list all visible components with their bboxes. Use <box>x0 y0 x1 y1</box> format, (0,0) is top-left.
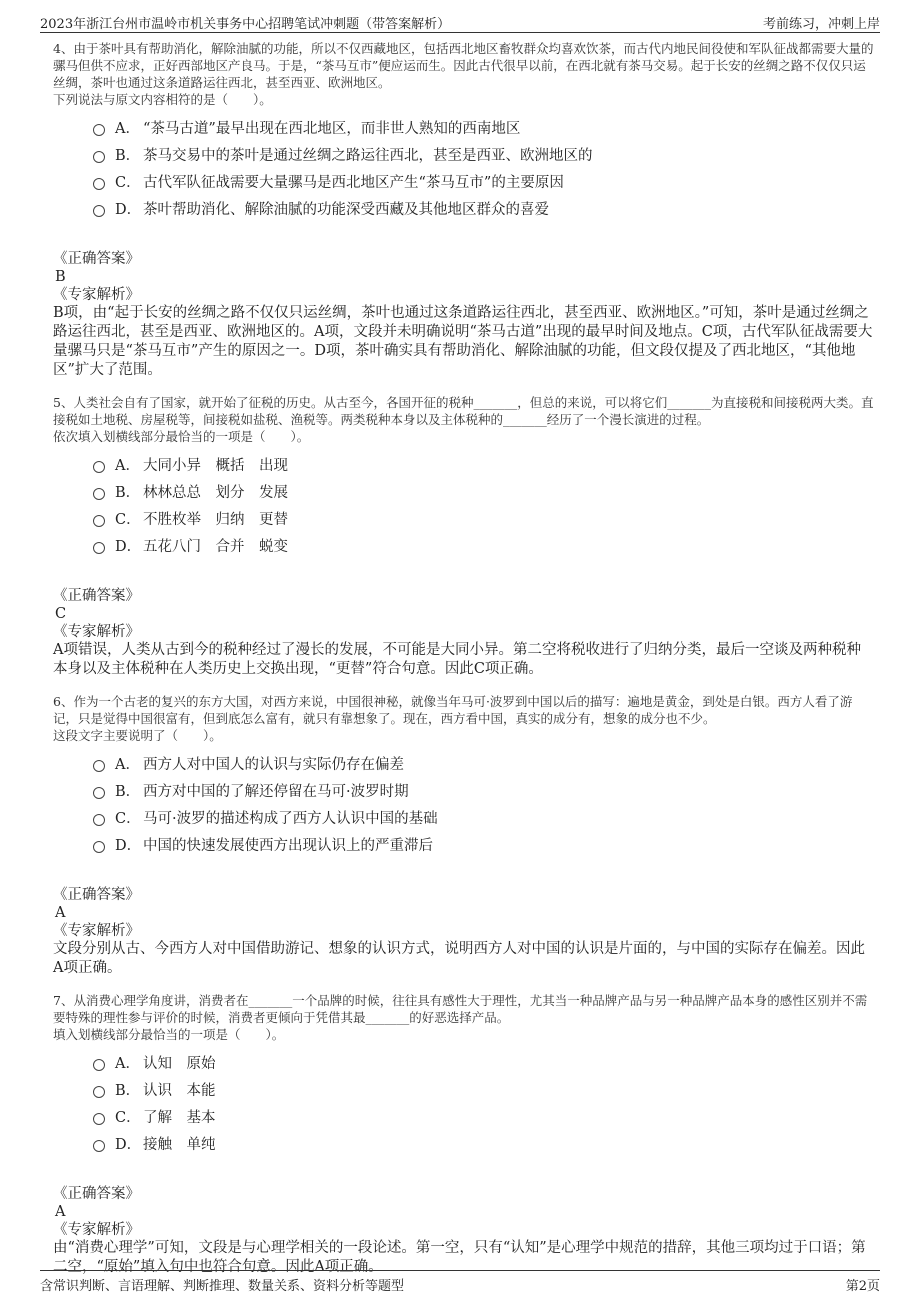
option-text: 茶叶帮助消化、解除油腻的功能深受西藏及其他地区群众的喜爱 <box>143 202 549 218</box>
option-list <box>93 750 874 858</box>
option-text: “茶马古道”最早出现在西北地区，而非世人熟知的西南地区 <box>143 121 521 137</box>
option-b[interactable]: B． 林林总总 划分 发展 <box>93 478 874 505</box>
option-text: 五花八门 合并 蜕变 <box>143 539 288 555</box>
radio-icon[interactable] <box>93 151 105 163</box>
option-d[interactable]: D． 中国的快速发展使西方出现认识上的严重滞后 <box>93 831 874 858</box>
option-c[interactable]: C． 马可·波罗的描述构成了西方人认识中国的基础 <box>93 804 874 831</box>
answer-value: B <box>55 269 66 285</box>
option-text: 林林总总 划分 发展 <box>143 485 288 501</box>
answer-label: 《正确答案》 <box>53 1186 140 1202</box>
radio-icon[interactable] <box>93 488 105 500</box>
option-d[interactable]: D． 五花八门 合并 蜕变 <box>93 532 874 559</box>
radio-icon[interactable] <box>93 1113 105 1125</box>
analysis-label: 《专家解析》 <box>53 287 140 303</box>
question-stem: 7、从消费心理学角度讲，消费者在_______一个品牌的时候，往往具有感性大于理性，尤其当一种品牌产品与另一种品牌产品本身的感性区别并不需要特殊的理性参与评价的时候，消费者更倾向于凭借其最_______的好恶选择产品。 <box>53 993 868 1025</box>
option-list <box>93 114 874 222</box>
option-c[interactable]: C． 了解 基本 <box>93 1103 874 1130</box>
option-text: 茶马交易中的茶叶是通过丝绸之路运往西北，甚至是西亚、欧洲地区的 <box>143 148 593 164</box>
radio-icon[interactable] <box>93 1140 105 1152</box>
option-a[interactable]: A． 西方人对中国人的认识与实际仍存在偏差 <box>93 750 874 777</box>
radio-icon[interactable] <box>93 205 105 217</box>
option-text: 中国的快速发展使西方出现认识上的严重滞后 <box>143 838 433 854</box>
option-c[interactable]: C． 不胜枚举 归纳 更替 <box>93 505 874 532</box>
radio-icon[interactable] <box>93 124 105 136</box>
radio-icon[interactable] <box>93 542 105 554</box>
option-text: 马可·波罗的描述构成了西方人认识中国的基础 <box>143 811 438 827</box>
analysis-text: 文段分别从古、今西方人对中国借助游记、想象的认识方式，说明西方人对中国的认识是片面的，与中国的实际存在偏差。因此A项正确。 <box>53 941 865 976</box>
option-a[interactable]: A． 认知 原始 <box>93 1049 874 1076</box>
answer-value: C <box>55 606 67 622</box>
option-b[interactable]: B． 认识 本能 <box>93 1076 874 1103</box>
radio-icon[interactable] <box>93 814 105 826</box>
radio-icon[interactable] <box>93 461 105 473</box>
answer-label: 《正确答案》 <box>53 588 140 604</box>
page-number: 第2页 <box>845 1279 880 1294</box>
option-text: 西方人对中国人的认识与实际仍存在偏差 <box>143 757 404 773</box>
radio-icon[interactable] <box>93 178 105 190</box>
option-text: 西方对中国的了解还停留在马可·波罗时期 <box>143 784 409 800</box>
analysis-text: B项，由“起于长安的丝绸之路不仅仅只运丝绸，茶叶也通过这条道路运往西北，甚至西亚、欧洲地区。”可知，茶叶是通过丝绸之路运往西北，甚至是西亚、欧洲地区的。A项，文段并未明确说明“茶马古道”出现的最早时间及地点。C项，古代军队征战需要大量骡马只是“茶马互市”产生的原因之一。D项，茶叶确实具有帮助消化、解除油腻的功能，但文段仅提及了西北地区，“其他地区”扩大了范围。 <box>53 305 873 378</box>
option-text: 古代军队征战需要大量骡马是西北地区产生“茶马互市”的主要原因 <box>143 175 564 191</box>
analysis-text: 由“消费心理学”可知，文段是与心理学相关的一段论述。第一空，只有“认知”是心理学中规范的措辞，其他三项均过于口语；第二空，“原始”填入句中也符合句意。因此A项正确。 <box>53 1240 866 1275</box>
radio-icon[interactable] <box>93 841 105 853</box>
page-header <box>40 10 880 33</box>
option-text: 接触 单纯 <box>143 1137 216 1153</box>
radio-icon[interactable] <box>93 760 105 772</box>
question-prompt: 这段文字主要说明了（ ）。 <box>53 728 222 743</box>
question-prompt: 下列说法与原文内容相符的是（ ）。 <box>53 92 272 107</box>
option-text: 认识 本能 <box>143 1083 216 1099</box>
analysis-label: 《专家解析》 <box>53 624 140 640</box>
option-c[interactable]: C． 古代军队征战需要大量骡马是西北地区产生“茶马互市”的主要原因 <box>93 168 874 195</box>
analysis-label: 《专家解析》 <box>53 923 140 939</box>
question-7 <box>53 992 874 1277</box>
radio-icon[interactable] <box>93 1059 105 1071</box>
question-4 <box>53 40 874 380</box>
option-text: 不胜枚举 归纳 更替 <box>143 512 288 528</box>
answer-label: 《正确答案》 <box>53 887 140 903</box>
footer-topics: 含常识判断、言语理解、判断推理、数量关系、资料分析等题型 <box>40 1279 405 1294</box>
answer-label: 《正确答案》 <box>53 251 140 267</box>
radio-icon[interactable] <box>93 787 105 799</box>
question-stem: 4、由于茶叶具有帮助消化，解除油腻的功能，所以不仅西藏地区，包括西北地区畜牧群众均喜欢饮茶，而古代内地民间役使和军队征战都需要大量的骡马但供不应求，正好西部地区产良马。于是，“茶马互市”便应运而生。因此古代很早以前，在西北就有茶马交易。起于长安的丝绸之路不仅仅只运丝绸，茶叶也通过这条道路运往西北，甚至西亚、欧洲地区。 <box>53 41 874 90</box>
option-d[interactable]: D． 茶叶帮助消化、解除油腻的功能深受西藏及其他地区群众的喜爱 <box>93 195 874 222</box>
question-stem: 6、作为一个古老的复兴的东方大国，对西方来说，中国很神秘，就像当年马可·波罗到中国以后的描写：遍地是黄金，到处是白银。西方人看了游记，只是觉得中国很富有，但到底怎么富有，就只有靠想象了。现在，西方看中国，真实的成分有，想象的成分也不少。 <box>53 694 853 726</box>
question-5 <box>53 394 874 679</box>
option-text: 认知 原始 <box>143 1056 216 1072</box>
option-b[interactable]: B． 茶马交易中的茶叶是通过丝绸之路运往西北，甚至是西亚、欧洲地区的 <box>93 141 874 168</box>
answer-value: A <box>55 1204 66 1220</box>
analysis-text: A项错误，人类从古到今的税种经过了漫长的发展，不可能是大同小异。第二空将税收进行了归纳分类，最后一空谈及两种税种本身以及主体税种在人类历史上交换出现，“更替”符合句意。因此C项正确。 <box>53 642 861 677</box>
document-title: 2023年浙江台州市温岭市机关事务中心招聘笔试冲刺题（带答案解析） <box>40 17 451 32</box>
radio-icon[interactable] <box>93 515 105 527</box>
option-a[interactable]: A． “茶马古道”最早出现在西北地区，而非世人熟知的西南地区 <box>93 114 874 141</box>
question-6 <box>53 693 874 978</box>
option-d[interactable]: D． 接触 单纯 <box>93 1130 874 1157</box>
page-footer <box>40 1270 880 1294</box>
option-text: 大同小异 概括 出现 <box>143 458 288 474</box>
question-prompt: 填入划横线部分最恰当的一项是（ ）。 <box>53 1027 285 1042</box>
option-text: 了解 基本 <box>143 1110 216 1126</box>
option-list <box>93 1049 874 1157</box>
question-stem: 5、人类社会自有了国家，就开始了征税的历史。从古至今，各国开征的税种_______，但总的来说，可以将它们_______为直接税和间接税两大类。直接税如土地税、房屋税等，间接税如盐税、渔税等。两类税种本身以及主体税种的_______经历了一个漫长演进的过程。 <box>53 395 874 427</box>
question-prompt: 依次填入划横线部分最恰当的一项是（ ）。 <box>53 429 310 444</box>
analysis-label: 《专家解析》 <box>53 1222 140 1238</box>
answer-value: A <box>55 905 66 921</box>
question-list <box>53 40 874 1277</box>
radio-icon[interactable] <box>93 1086 105 1098</box>
option-list <box>93 451 874 559</box>
option-b[interactable]: B． 西方对中国的了解还停留在马可·波罗时期 <box>93 777 874 804</box>
option-a[interactable]: A． 大同小异 概括 出现 <box>93 451 874 478</box>
header-slogan: 考前练习，冲刺上岸 <box>762 17 880 32</box>
